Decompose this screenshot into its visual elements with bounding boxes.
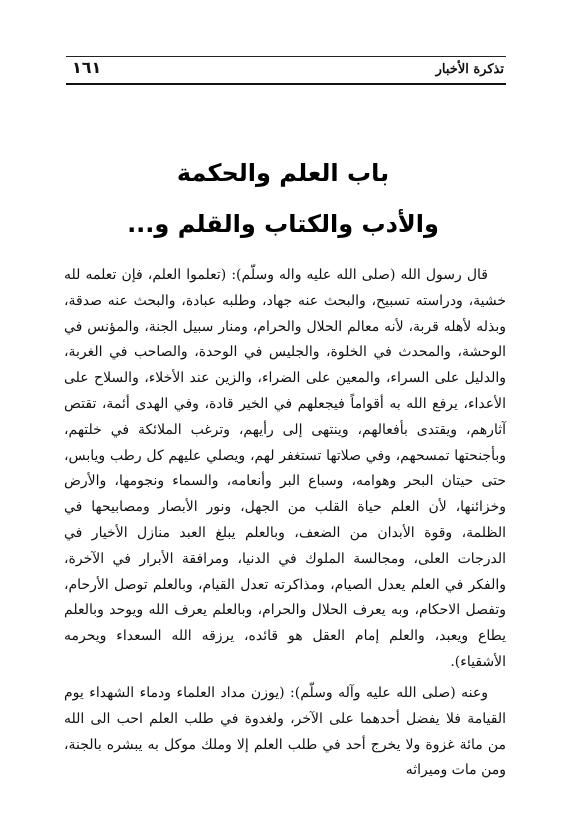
paragraph-text: قال رسول الله (صلى الله عليه واله وسلّم): (تعلموا العلم، فإن تعلمه لله خشية، ودراسته تسبيح، والبحث عنه جهاد، وطلبه عبادة، والبحث عنه صدقة، وبذله لأهله قربة، لأنه معالم الحلال والحرام، ومنار سبيل الجنة، والمؤنس في الوحشة، والمحدث في الخلوة، والجليس في الوحدة، والصاحب في الغربة، والدليل على السراء، والمعين على الضراء، والزين عند الأخلاء، والسلاح على الأعداء، يرفع الله به أقواماً فيجعلهم في الخير قادة، وفي الهدى أئمة، تقتص آثارهم، ويقتدى بأفعالهم، وينتهى إلى رأيهم، وترغب الملائكة في خلتهم، وبأجنحتها تمسحهم، وفي صلاتها تستغفر لهم، ويصلي عليهم كل رطب ويابس، حتى حيتان البحر وهوامه، وسباع البر وأنعامه، والسماء ونجومها، والأرض وخزائنها، لأن العلم حياة القلب من الجهل، ونور الأبصار ومصابيحها في الظلمة، وقوة الأبدان من الضعف، وبالعلم يبلغ العبد منازل الأخيار في الدرجات العلى، ومجالسة الملوك في الدنيا، ومرافقة الأبرار في الآخرة، والفكر في العلم يعدل الصيام، ومذاكرته تعدل القيام، وبالعلم توصل الأرحام، وتفصل الاحكام، وبه يعرف الحلال والحرام، وبالعلم يعرف الله ويوحد وبالعلم يطاع ويعبد، والعلم إمام العقل هو قائده، يرزقه الله السعداء ويحرمه الأشقياء). [64, 267, 506, 670]
paragraph-text: وعنه (صلى الله عليه وآله وسلّم): (يوزن مداد العلماء ودماء الشهداء يوم القيامة فلا يفضل أحدهما على الآخر، ولغدوة في طلب العلم احب الى الله من مائة غزوة ولا يخرج أحد في طلب العلم إلا وملك موكل به يبشره بالجنة، ومن مات وميراثه [64, 685, 506, 779]
running-header [66, 56, 506, 86]
chapter-title-line-2: والأدب والكتاب والقلم و... [127, 210, 439, 238]
header-top-rule [66, 56, 506, 57]
chapter-title-line-1: باب العلم والحكمة [176, 159, 390, 187]
body-paragraph-1 [64, 263, 506, 676]
page-number: ١٦١ [72, 58, 102, 77]
body-paragraph-2 [64, 681, 506, 784]
header-bottom-rule [66, 83, 506, 85]
running-header-title: تذكرة الأخبار [435, 62, 504, 77]
